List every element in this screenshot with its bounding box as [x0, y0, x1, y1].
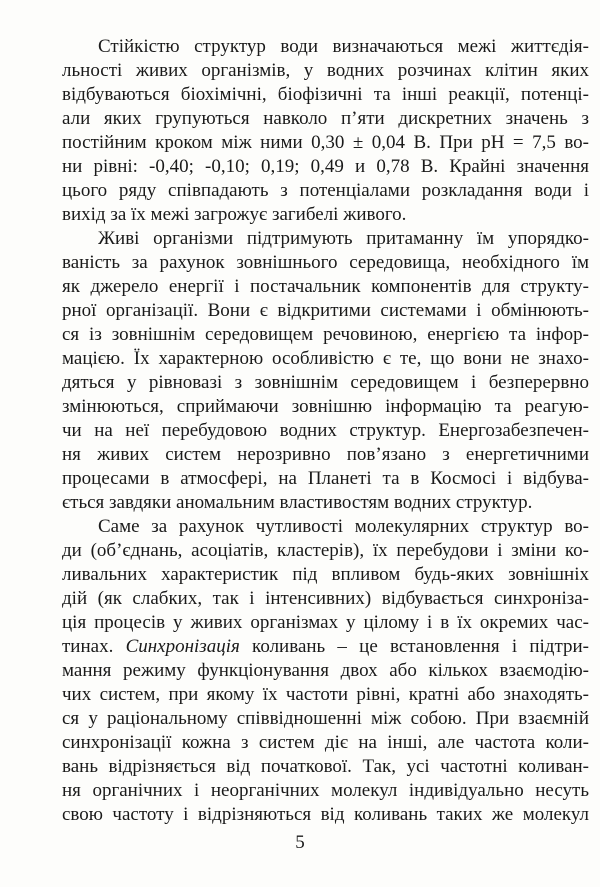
text-line: льності живих організмів, у водних розчинах клітин яких: [62, 60, 589, 81]
page-number: 5: [295, 832, 305, 853]
text-line: процесами в атмосфері, на Планеті та в Космосі і відбува-: [62, 468, 589, 489]
text-line: ливальних характеристик під впливом будь-яких зовнішніх: [62, 564, 589, 585]
text-line: ція процесів у живих організмах у цілому і в їх окремих час-: [62, 612, 589, 633]
body-text: [62, 35, 589, 827]
paragraph: [62, 515, 589, 827]
text-line: вихід за їх межі загрожує загибелі живого.: [62, 204, 407, 225]
text-line: дій (як слабких, так і інтенсивних) відбувається синхроніза-: [62, 588, 589, 609]
text-line: ваність за рахунок зовнішнього середовища, необхідного їм: [62, 252, 589, 273]
text-line: али яких групуються навколо п’яти дискретних значень з: [62, 108, 589, 129]
italic-term: Синхронізація: [125, 636, 240, 657]
text-line: ся у раціональному співвідношенні між собою. При взаємній: [62, 708, 589, 729]
text-line: мання режиму функціонування двох або кількох взаємодію-: [62, 660, 589, 681]
text-line: Саме за рахунок чутливості молекулярних структур во-: [98, 516, 589, 537]
text-line: рної організації. Вони є відкритими системами і обмінюють-: [62, 300, 589, 321]
text-line: дяться у рівновазі з зовнішнім середовищем і безперервно: [62, 372, 589, 393]
text-line: як джерело енергії і постачальник компонентів для структу-: [62, 276, 589, 297]
text-line: змінюються, сприймаючи зовнішню інформацію та реагую-: [62, 396, 589, 417]
text-line: відбуваються біохімічні, біофізичні та інші реакції, потенці-: [62, 84, 589, 105]
text-line: свою частоту і відрізняються від коливань таких же молекул: [62, 804, 589, 825]
text-line: чи на неї перебудовою водних структур. Енергозабезпечен-: [62, 420, 589, 441]
text-line: ди (об’єднань, асоціатів, кластерів), їх перебудови і зміни ко-: [62, 540, 589, 561]
text-segment: коливань – це встановлення і підтри-: [239, 636, 589, 657]
text-line: ни рівні: -0,40; -0,10; 0,19; 0,49 и 0,78 В. Крайні значення: [62, 156, 589, 177]
text-line: чих систем, при якому їх частоти рівні, кратні або знаходять-: [62, 684, 589, 705]
text-line: вань відрізняється від початкової. Так, усі частотні коливан-: [62, 756, 589, 777]
text-line: ня живих систем нерозривно пов’язано з енергетичними: [62, 444, 589, 465]
text-line: ся із зовнішнім середовищем речовиною, енергією та інфор-: [62, 324, 589, 345]
text-line: постійним кроком між ними 0,30 ± 0,04 В. При pH = 7,5 во-: [62, 132, 589, 153]
text-line: ється завдяки аномальним властивостям водних структур.: [62, 492, 533, 513]
text-line: синхронізації кожна з систем діє на інші, але частота коли-: [62, 732, 589, 753]
text-line: Живі організми підтримують притаманну їм упорядко-: [98, 228, 589, 249]
text-segment: тинах.: [62, 636, 126, 657]
text-line: цього ряду співпадають з потенціалами розкладання води і: [62, 180, 589, 201]
text-line: ня органічних і неорганічних молекул індивідуально несуть: [62, 780, 589, 801]
paragraph: [62, 35, 589, 227]
text-line: Стійкістю структур води визначаються межі життєдія-: [98, 36, 589, 57]
text-line: [62, 635, 589, 659]
paragraph: [62, 227, 589, 515]
text-line: мацією. Їх характерною особливістю є те, що вони не знахо-: [62, 348, 589, 369]
